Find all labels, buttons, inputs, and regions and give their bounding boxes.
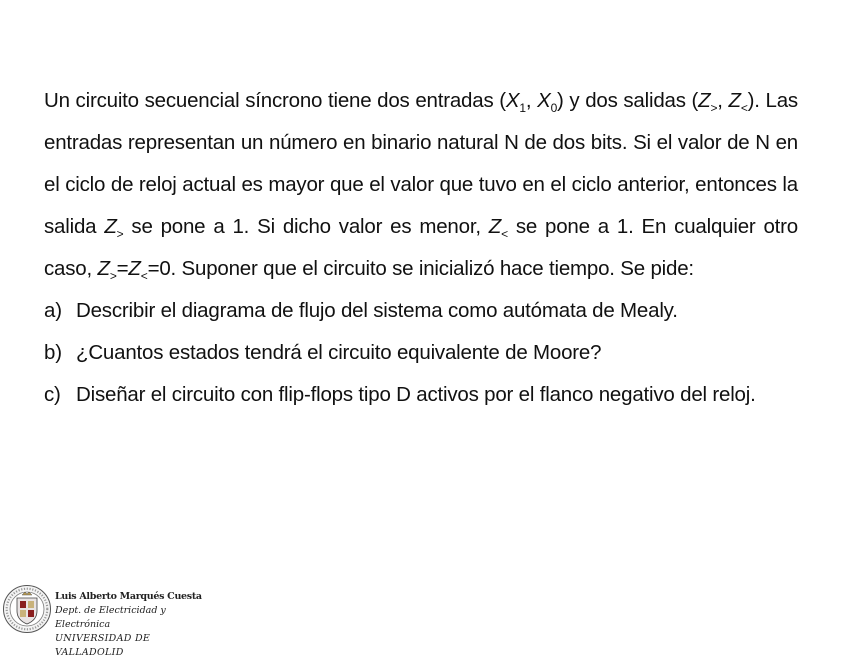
item-label: a) — [44, 299, 62, 322]
input-x0: $X_0$ — [537, 89, 558, 115]
output-z-greater: $Z_>$ — [104, 215, 124, 241]
problem-intro: Un circuito secuencial síncrono tiene dos entradas ($X_1$, $X_0$) y dos salidas ($Z_>$, $Z_<$). Las entradas representan un número en binario natural N de dos bits. Si el valor de N en el ciclo de reloj actual es mayor que el valor que tuvo en el ciclo anterior, entonces la salida $Z_>$ se pone a 1. Si dicho valor es menor, $Z_<$ se pone a 1. En cualquier otro caso, $Z_>=Z_<=0$. Suponer que el circuito se inicializó hace tiempo. Se pide: — [44, 89, 799, 283]
question-item-a — [44, 290, 798, 332]
output-z-less: $Z_<$ — [128, 257, 148, 283]
university-seal-icon — [2, 584, 52, 634]
department-name: Dept. de Electricidad y Electrónica — [55, 605, 166, 630]
item-text: ¿Cuantos estados tendrá el circuito equivalente de Moore? — [76, 341, 602, 364]
university-name: UNIVERSIDAD DE VALLADOLID — [55, 633, 151, 658]
output-z-less: $Z_<$ — [488, 215, 508, 241]
output-z-less: $Z_<$ — [728, 89, 748, 115]
item-label: b) — [44, 341, 62, 364]
item-text: Describir el diagrama de flujo del sistema como autómata de Mealy. — [76, 299, 678, 322]
item-label: c) — [44, 383, 61, 406]
problem-statement — [44, 80, 798, 416]
output-z-greater: $Z_>$ — [698, 89, 718, 115]
item-text: Diseñar el circuito con flip-flops tipo D activos por el flanco negativo del reloj. — [76, 383, 756, 406]
footer-text — [55, 590, 222, 660]
question-item-c — [44, 374, 798, 416]
output-z-greater: $Z_>$ — [97, 257, 117, 283]
author-name: Luis Alberto Marqués Cuesta — [55, 591, 202, 602]
question-item-b — [44, 332, 798, 374]
footer-credits — [2, 584, 222, 658]
input-x1: $X_1$ — [505, 89, 526, 115]
